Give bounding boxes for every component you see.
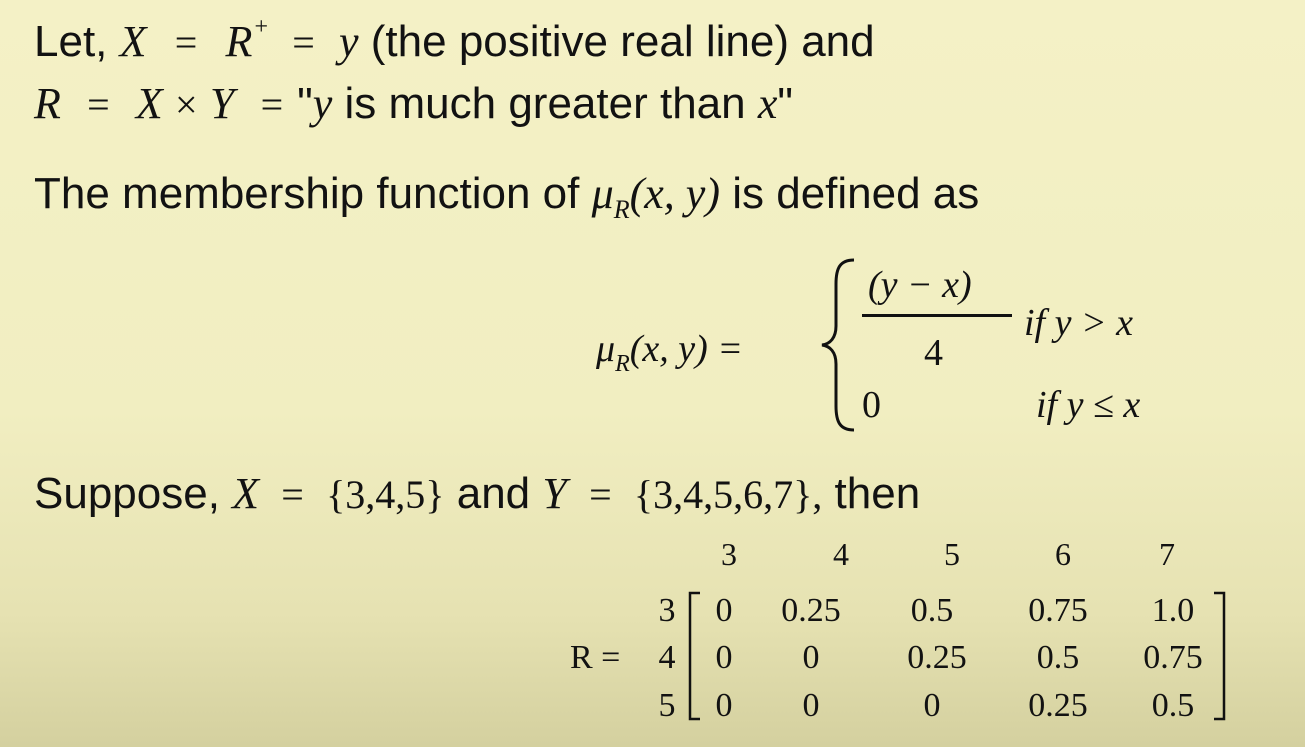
case1-condition: if y > x bbox=[1024, 302, 1133, 344]
column-header: 3 bbox=[721, 536, 737, 572]
equals-sign: = bbox=[589, 472, 612, 517]
open-quote: " bbox=[297, 79, 313, 128]
matrix-cell: 0.75 bbox=[1143, 639, 1203, 676]
set-x-symbol: X bbox=[135, 79, 163, 128]
mu-symbol: μ bbox=[591, 169, 614, 218]
mu-arguments: (x, y) bbox=[629, 169, 720, 218]
case2-condition: if y ≤ x bbox=[1036, 384, 1141, 426]
y-symbol: y bbox=[312, 79, 333, 128]
matrix-cell: 0.5 bbox=[1151, 687, 1195, 724]
matrix-cell: 0.25 bbox=[1028, 687, 1088, 724]
equals-sign: = bbox=[281, 472, 304, 517]
formula-lhs bbox=[596, 328, 743, 377]
equals-sign: = bbox=[174, 20, 198, 65]
positive-real-line-text: (the positive real line) and bbox=[370, 17, 875, 66]
set-y-values: {3,4,5,6,7}, bbox=[633, 472, 823, 517]
membership-intro-line bbox=[34, 169, 980, 224]
membership-text: The membership function of bbox=[34, 169, 580, 218]
matrix-cell: 0.75 bbox=[1028, 592, 1088, 629]
set-y-symbol: Y bbox=[542, 469, 567, 518]
matrix-cell: 0.5 bbox=[1036, 639, 1080, 676]
matrix-cell: 0 bbox=[715, 639, 733, 676]
matrix-cell: 0 bbox=[715, 687, 733, 724]
x-symbol: x bbox=[757, 79, 778, 128]
then-text: then bbox=[834, 469, 921, 518]
matrix-cell: 0.25 bbox=[781, 592, 841, 629]
let-text: Let, bbox=[34, 17, 108, 66]
lhs-arguments: (x, y) = bbox=[629, 328, 743, 370]
case2-value: 0 bbox=[862, 384, 881, 426]
equals-sign: = bbox=[260, 82, 284, 127]
r-symbol: R bbox=[225, 17, 253, 66]
y-symbol: y bbox=[339, 17, 359, 66]
matrix-cell: 0 bbox=[715, 592, 733, 629]
column-header: 7 bbox=[1159, 536, 1175, 572]
equals-sign: = bbox=[292, 20, 315, 65]
mu-subscript: R bbox=[613, 195, 630, 224]
column-header: 6 bbox=[1055, 536, 1071, 572]
row-label: 3 bbox=[658, 592, 676, 629]
defined-as-text: is defined as bbox=[732, 169, 980, 218]
matrix-cell: 0 bbox=[802, 687, 820, 724]
case1-numerator: (y − x) bbox=[868, 264, 972, 306]
relation-definition-line bbox=[34, 79, 793, 128]
mu-subscript: R bbox=[615, 351, 630, 377]
column-header: 4 bbox=[833, 536, 849, 572]
matrix-label: R = bbox=[570, 639, 621, 676]
left-brace-icon bbox=[818, 256, 858, 434]
equals-sign: = bbox=[87, 82, 110, 127]
fraction-bar bbox=[862, 314, 1012, 317]
column-header: 5 bbox=[944, 536, 960, 572]
set-y-symbol: Y bbox=[209, 79, 235, 128]
plus-superscript: + bbox=[254, 14, 268, 40]
cross-product-sign: × bbox=[175, 82, 198, 127]
matrix-cell: 0.25 bbox=[907, 639, 967, 676]
suppose-text: Suppose, bbox=[34, 469, 220, 518]
matrix-cell: 0 bbox=[802, 639, 820, 676]
row-label: 4 bbox=[658, 639, 676, 676]
matrix-cell: 0 bbox=[923, 687, 941, 724]
set-x-symbol: X bbox=[119, 17, 147, 66]
mu-symbol: μ bbox=[596, 328, 616, 370]
close-quote: " bbox=[777, 79, 793, 128]
relation-r-symbol: R bbox=[34, 79, 61, 128]
row-label: 5 bbox=[658, 687, 676, 724]
much-greater-text: is much greater than bbox=[344, 79, 746, 128]
intro-line bbox=[34, 14, 875, 66]
set-x-values: {3,4,5} bbox=[326, 472, 445, 517]
matrix-cell: 1.0 bbox=[1151, 592, 1195, 629]
matrix-cell: 0.5 bbox=[910, 592, 954, 629]
suppose-line bbox=[34, 469, 921, 518]
set-x-symbol: X bbox=[232, 469, 260, 518]
case1-denominator: 4 bbox=[924, 332, 943, 374]
and-text: and bbox=[456, 469, 531, 518]
